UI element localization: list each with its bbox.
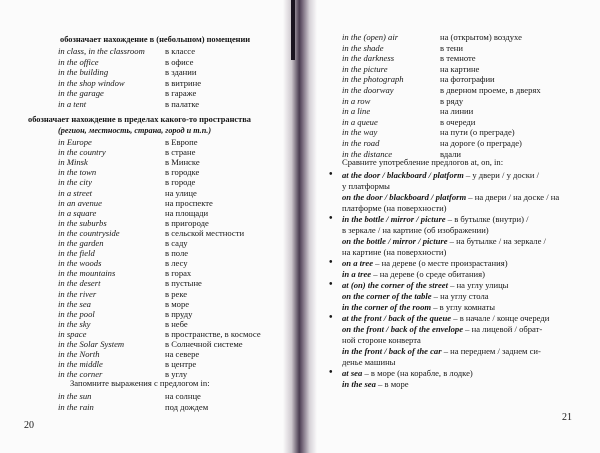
english-phrase: in the road — [342, 138, 380, 148]
russian-translation: на площади — [165, 207, 209, 218]
page-number-left: 20 — [24, 420, 34, 431]
english-phrase: in the darkness — [342, 53, 395, 64]
english-phrase: in the desert — [58, 278, 101, 289]
russian-translation: в пустыне — [165, 278, 202, 289]
russian-translation: в стране — [165, 147, 196, 158]
russian-translation: в гараже — [165, 88, 197, 99]
english-phrase: in a queue — [342, 116, 378, 127]
bullet-in-bottle-l3: on the bottle / mirror / picture – на бутылке / на зеркале / — [342, 236, 546, 246]
bullet-at-front: • at the front / back of the queue – в начале / конце очереди — [329, 312, 550, 323]
russian-translation: в палатке — [165, 99, 200, 109]
english-phrase: in a row — [342, 95, 371, 106]
english-phrase: in the rain — [58, 401, 94, 412]
russian-translation: в дверном проеме, в дверях — [440, 85, 541, 95]
russian-translation: в городе — [165, 177, 196, 188]
russian-translation: в горах — [165, 268, 192, 279]
english-phrase: in a street — [58, 187, 93, 198]
russian-translation: в городке — [165, 167, 200, 178]
bullet-at-corner: • at (on) the corner of the street – на углу улицы — [329, 279, 509, 290]
english-phrase: in the woods — [58, 258, 102, 269]
russian-translation: в офисе — [165, 56, 194, 67]
bullet-at-door-l3: on the door / blackboard / platform – на двери / на доске / на — [342, 192, 560, 202]
bullet-in-sea: in the sea – в море — [342, 379, 409, 389]
bullet-front-car-l2: денье машины — [342, 357, 396, 367]
russian-translation: в центре — [165, 359, 197, 370]
remember-heading: Запомните выражения с предлогом in: — [70, 378, 210, 388]
bullet-in-bottle-l2: в зеркале / на картине (об изображении) — [342, 225, 489, 235]
english-phrase: in a square — [58, 207, 97, 218]
english-phrase: in the (open) air — [342, 32, 399, 42]
russian-translation: на (открытом) воздухе — [440, 32, 522, 42]
english-phrase: in the sea — [58, 298, 91, 309]
russian-translation: в Минске — [165, 157, 200, 168]
russian-translation: в саду — [165, 238, 188, 248]
russian-translation: в пространстве, в космосе — [165, 328, 261, 339]
russian-translation: в витрине — [165, 77, 202, 88]
bullet-at-sea: • at sea – в море (на корабле, в лодке) — [329, 367, 473, 378]
english-phrase: in an avenue — [58, 197, 102, 208]
english-phrase: in the Solar System — [58, 339, 125, 349]
english-phrase: in the sun — [58, 391, 92, 401]
russian-translation: вдали — [440, 148, 461, 159]
bullet-in-bottle: • in the bottle / mirror / picture – в бутылке (внутри) / — [329, 213, 529, 224]
english-phrase: in the garden — [58, 238, 104, 248]
english-phrase: in class, in the classroom — [58, 46, 145, 56]
english-phrase: in the countryside — [58, 227, 120, 238]
binding-shadow — [291, 0, 295, 60]
bullet-at-door-l4: платформе (на поверхности) — [342, 203, 447, 213]
bullet-at-door-l2: у платформы — [342, 181, 390, 191]
english-phrase: in the distance — [342, 148, 393, 159]
russian-translation: в поле — [165, 248, 189, 259]
english-phrase: in the suburbs — [58, 217, 107, 228]
english-phrase: in the way — [342, 127, 378, 138]
english-phrase: in Europe — [58, 137, 92, 147]
russian-translation: на дороге (о преграде) — [440, 138, 522, 148]
russian-translation: на линии — [440, 106, 474, 117]
russian-translation: на пути (о преграде) — [440, 127, 515, 138]
heading-small-room: обозначает нахождение в (небольшом) помещении — [60, 35, 251, 44]
english-phrase: in a line — [342, 106, 371, 117]
bullet-at-door: • at the door / blackboard / platform – у двери / у доски / — [329, 169, 540, 180]
page-number-right: 21 — [562, 412, 572, 423]
russian-translation: в углу — [165, 369, 188, 380]
english-phrase: in the office — [58, 56, 99, 67]
russian-translation: в пруду — [165, 308, 193, 319]
english-phrase: in the shop window — [58, 77, 125, 88]
english-phrase: in the doorway — [342, 85, 394, 95]
russian-translation: в сельской местности — [165, 227, 245, 238]
english-phrase: in the building — [58, 67, 109, 78]
russian-translation: на улице — [165, 187, 197, 198]
bullet-in-tree: in a tree – на дереве (о среде обитания) — [342, 269, 485, 279]
english-phrase: in the country — [58, 147, 106, 158]
russian-translation: в реке — [165, 288, 188, 299]
russian-translation: в темноте — [440, 53, 476, 64]
english-phrase: in the river — [58, 288, 97, 299]
bullet-corner-table: on the corner of the table – на углу стола — [342, 291, 489, 301]
bullet-front-envelope-l2: ной стороне конверта — [342, 335, 421, 345]
russian-translation: в Солнечной системе — [165, 339, 243, 349]
bullet-on-tree: • on a tree – на дереве (о месте произрастания) — [329, 257, 508, 268]
russian-translation: на фотографии — [440, 74, 495, 85]
heading-space: обозначает нахождение в пределах какого-то пространства — [28, 115, 251, 124]
english-phrase: in the town — [58, 167, 97, 178]
russian-translation: в очереди — [440, 116, 476, 127]
russian-translation: в лесу — [165, 258, 188, 269]
russian-translation: на картине — [440, 63, 480, 74]
heading-space-sub: (регион, местность, страна, город и т.п.) — [58, 126, 212, 135]
english-phrase: in the field — [58, 248, 95, 259]
russian-translation: в здании — [165, 67, 197, 78]
russian-translation: в пригороде — [165, 217, 209, 228]
compare-heading: Сравните употребление предлогов at, on, in: — [342, 157, 504, 167]
russian-translation: в тени — [440, 42, 463, 53]
english-phrase: in the picture — [342, 63, 388, 74]
english-phrase: in the city — [58, 177, 92, 188]
english-phrase: in the middle — [58, 359, 103, 370]
bullet-front-car: in the front / back of the car – на переднем / заднем си- — [342, 346, 541, 356]
english-phrase: in the pool — [58, 308, 95, 319]
english-phrase: in the shade — [342, 42, 384, 53]
english-phrase: in the photograph — [342, 74, 404, 85]
russian-translation: на проспекте — [165, 197, 213, 208]
english-phrase: in the corner — [58, 369, 103, 380]
russian-translation: в море — [165, 298, 190, 309]
english-phrase: in the sky — [58, 318, 91, 329]
english-phrase: in a tent — [58, 99, 87, 109]
english-phrase: in the mountains — [58, 268, 116, 279]
russian-translation: на солнце — [165, 391, 201, 401]
bullet-front-envelope: on the front / back of the envelope – на лицевой / обрат- — [342, 324, 543, 334]
russian-translation: в Европе — [165, 137, 198, 147]
russian-translation: в классе — [165, 46, 196, 56]
english-phrase: in the North — [58, 349, 100, 360]
english-phrase: in the garage — [58, 88, 104, 99]
bullet-corner-room: in the corner of the room – в углу комнаты — [342, 302, 495, 312]
russian-translation: на севере — [165, 349, 200, 360]
bullet-in-bottle-l4: на картине (на поверхности) — [342, 247, 447, 257]
russian-translation: в небе — [165, 318, 188, 329]
book-gutter — [283, 0, 317, 453]
english-phrase: in Minsk — [58, 157, 88, 168]
russian-translation: под дождем — [165, 401, 209, 412]
russian-translation: в ряду — [440, 95, 464, 106]
english-phrase: in space — [58, 328, 87, 339]
